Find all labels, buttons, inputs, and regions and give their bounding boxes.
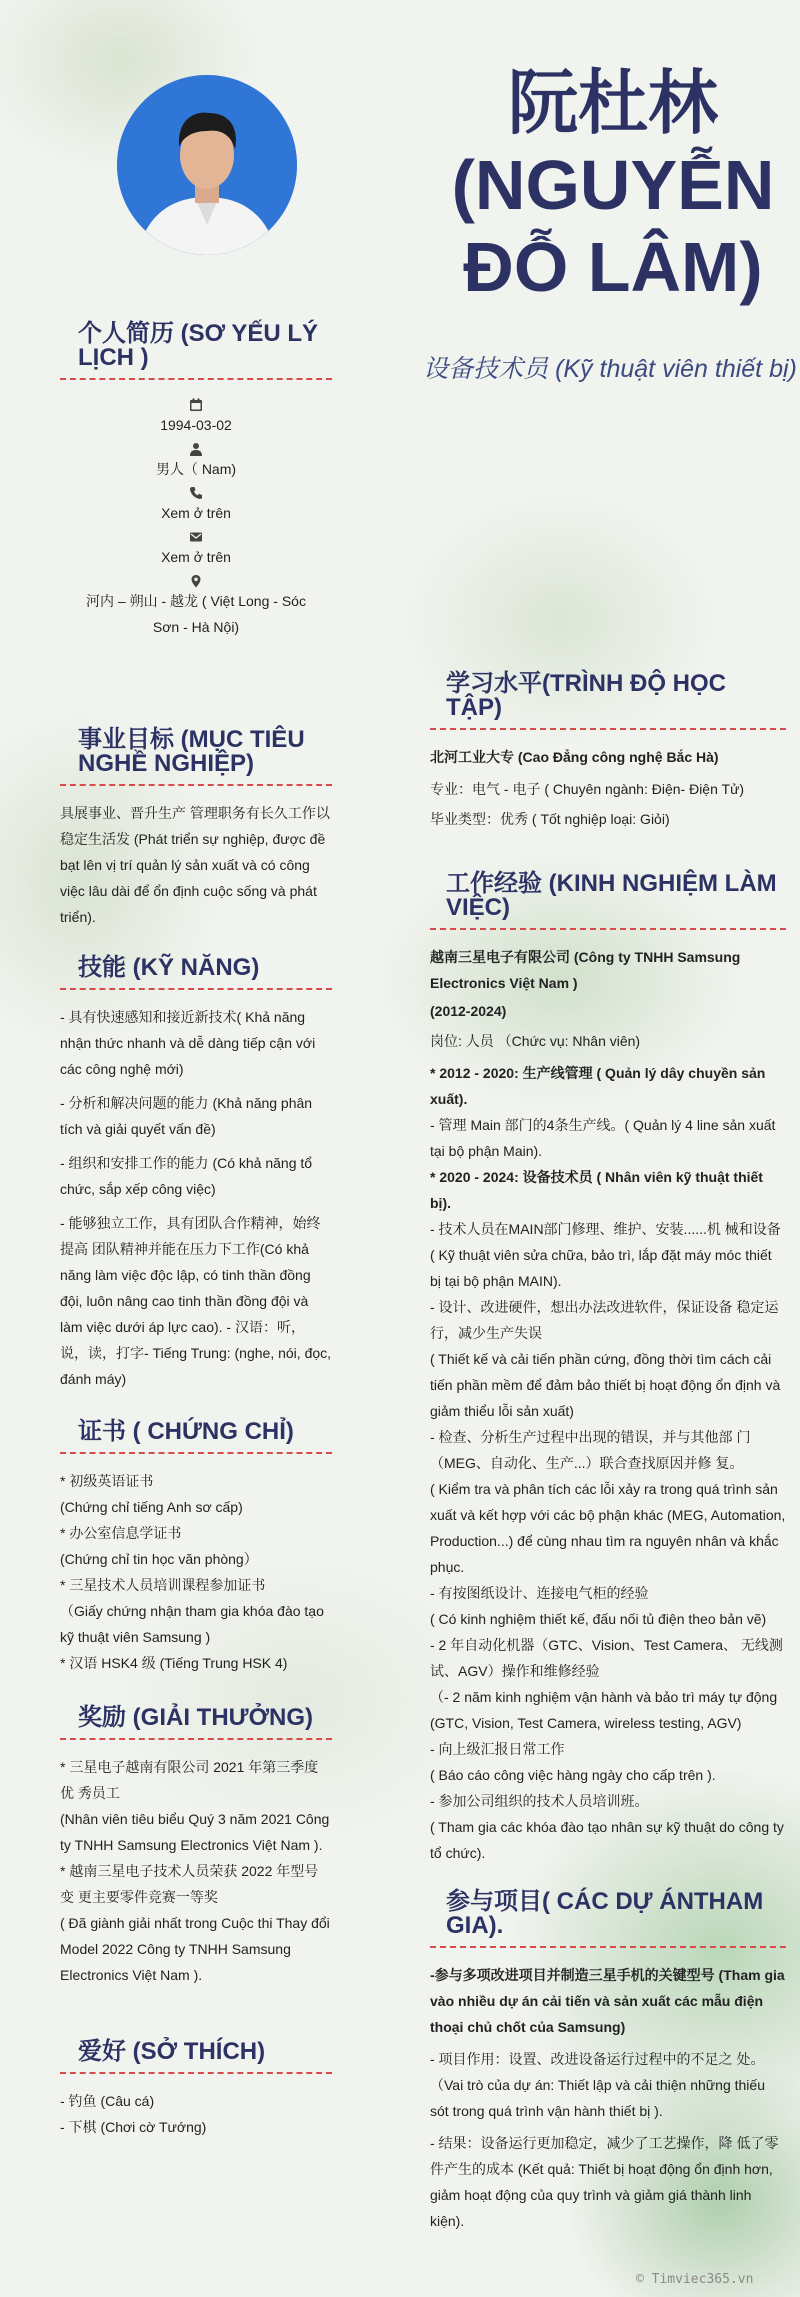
skill-item: - 能够独立工作，具有团队合作精神，始终提高 团队精神并能在压力下工作(Có khả năng làm việc độc lập, có tinh thần đồng đội, luôn nâng cao tinh thần đồng đội và làm việc dưới áp lực cao). - 汉语：听，说，读，打字- Tiếng Trung: (nghe, nói, đọc, đánh máy)	[60, 1215, 332, 1387]
profile-section	[60, 322, 332, 640]
education-section	[430, 672, 786, 832]
certificates-list	[60, 1468, 332, 1676]
gender-text: 男人（ Nam)	[155, 461, 237, 477]
profile-heading: 个人简历 (SƠ YẾU LÝ LỊCH )	[60, 322, 332, 380]
certificates-section	[60, 1420, 332, 1676]
position-text: 岗位: 人员 （Chức vụ: Nhân viên)	[430, 1033, 641, 1049]
hobby-item: - 下棋 (Chơi cờ Tướng)	[60, 2119, 207, 2135]
avatar	[117, 75, 297, 255]
gender-item	[60, 442, 332, 482]
award-item: * 三星电子越南有限公司 2021 年第三季度优 秀员工	[60, 1759, 319, 1801]
birthdate-item	[60, 398, 332, 438]
envelope-icon	[189, 530, 203, 544]
phone-item	[60, 486, 332, 526]
experience-item: - 参加公司组织的技术人员培训班。	[430, 1793, 649, 1809]
project-item: - 结果：设备运行更加稳定，减少了工艺操作，降 低了零件产生的成本 (Kết quả: Thiết bị hoạt động ổn định hơn, giảm hoạt động của quy trình và giảm giá thành linh kiện).	[430, 2135, 779, 2229]
experience-item: ( Tham gia các khóa đào tạo nhân sự kỹ thuật do công ty tổ chức).	[430, 1819, 784, 1861]
certificate-item: (Chứng chỉ tin học văn phòng）	[60, 1551, 258, 1567]
certificates-heading: 证书 ( CHỨNG CHỈ)	[60, 1420, 332, 1454]
certificate-item: (Chứng chỉ tiếng Anh sơ cấp)	[60, 1499, 243, 1515]
location-icon	[189, 574, 203, 588]
skill-item: - 组织和安排工作的能力 (Có khả năng tổ chức, sắp xếp công việc)	[60, 1155, 313, 1197]
awards-section	[60, 1706, 332, 1988]
projects-body	[430, 1962, 786, 2234]
major-text: 专业：电气 - 电子 ( Chuyên ngành: Điện- Điện Tử)	[430, 781, 745, 797]
skill-item: - 具有快速感知和接近新技术( Khả năng nhận thức nhanh và dễ dàng tiếp cận với các công nghệ mới)	[60, 1009, 316, 1077]
email-item	[60, 530, 332, 570]
objective-heading: 事业目标 (MỤC TIÊU NGHỀ NGHIỆP)	[60, 728, 332, 786]
experience-item: - 检查、分析生产过程中出现的错误，并与其他部 门（MEG、自动化、生产...）联合查找原因并修 复。	[430, 1429, 751, 1471]
role-title: * 2020 - 2024: 设备技术员 ( Nhân viên kỹ thuật thiết bị).	[430, 1169, 763, 1211]
skill-item: - 分析和解决问题的能力 (Khả năng phân tích và giải quyết vấn đề)	[60, 1095, 313, 1137]
awards-list	[60, 1754, 332, 1988]
projects-heading: 参与项目( CÁC DỰ ÁNTHAM GIA).	[430, 1890, 786, 1948]
awards-heading: 奖励 (GIẢI THƯỞNG)	[60, 1706, 332, 1740]
skills-section	[60, 956, 332, 1392]
education-body	[430, 744, 786, 832]
award-item: (Nhân viên tiêu biểu Quý 3 năm 2021 Công ty TNHH Samsung Electronics Việt Nam ).	[60, 1811, 330, 1853]
experience-item: - 有按图纸设计、连接电气柜的经验	[430, 1585, 649, 1601]
calendar-icon	[189, 398, 203, 412]
birthdate-text: 1994-03-02	[160, 417, 232, 433]
hobbies-list	[60, 2088, 332, 2140]
award-item: * 越南三星电子技术人员荣获 2022 年型号变 更主要零件竞赛一等奖	[60, 1863, 319, 1905]
award-item: ( Đã giành giải nhất trong Cuộc thi Thay đổi Model 2022 Công ty TNHH Samsung Electronics Việt Nam ).	[60, 1915, 330, 1983]
person-icon	[189, 442, 203, 456]
experience-item: （- 2 năm kinh nghiệm vận hành và bảo trì máy tự động (GTC, Vision, Test Camera, wireless testing, AGV)	[430, 1689, 778, 1731]
hobbies-section	[60, 2040, 332, 2140]
email-text: Xem ở trên	[161, 549, 231, 565]
candidate-name: 阮杜林 (NGUYỄN ĐỖ LÂM)	[451, 64, 775, 306]
skills-heading: 技能 (KỸ NĂNG)	[60, 956, 332, 990]
experience-item: - 设计、改进硬件，想出办法改进软件，保证设备 稳定运行，减少生产失误	[430, 1299, 779, 1341]
skills-list	[60, 1004, 332, 1392]
experience-item: ( Kiểm tra và phân tích các lỗi xảy ra trong quá trình sản xuất và kết hợp với các bộ phận khác (MEG, Automation, Production...) để cùng nhau tìm ra nguyên nhân và khắc phục.	[430, 1481, 786, 1575]
job-title: 设备技术员 (Kỹ thuật viên thiết bị)	[423, 355, 797, 383]
project-item: - 项目作用：设置、改进设备运行过程中的不足之 处。（Vai trò của dự án: Thiết lập và cải thiện những thiếu sót trong quá trình vận hành thiết bị ).	[430, 2051, 765, 2119]
watermark: © Timviec365.vn	[636, 2272, 754, 2287]
company-name: 越南三星电子有限公司 (Công ty TNHH Samsung Electronics Việt Nam )	[430, 949, 741, 991]
certificate-item: * 办公室信息学证书	[60, 1525, 182, 1541]
objective-text: 具展事业、晋升生产 管理职务有长久工作以稳定生活发 (Phát triển sự nghiệp, được đề bạt lên vị trí quản lý sản xuất và có công việc lâu dài để ổn định cuộc sống và phát triển).	[60, 805, 330, 925]
school-name: 北河工业大专 (Cao Đẳng công nghệ Bắc Hà)	[430, 749, 719, 765]
project-title: -参与多项改进项目并制造三星手机的关键型号 (Tham gia vào nhiều dự án cải tiến và sản xuất các mẫu điện thoại chủ chốt của Samsung)	[430, 1967, 785, 2035]
address-item	[60, 574, 332, 640]
certificate-item: * 汉语 HSK4 级 (Tiếng Trung HSK 4)	[60, 1655, 288, 1671]
experience-section	[430, 872, 786, 1866]
profile-list	[60, 398, 332, 640]
role-title: * 2012 - 2020: 生产线管理 ( Quản lý dây chuyền sản xuất).	[430, 1065, 766, 1107]
experience-item: ( Thiết kế và cải tiến phần cứng, đồng thời tìm cách cải tiến phần mềm để đảm bảo thiết bị hoạt động ổn định và giảm thiểu lỗi sản xuất)	[430, 1351, 781, 1419]
certificate-item: （Giấy chứng nhận tham gia khóa đào tạo kỹ thuật viên Samsung )	[60, 1603, 324, 1645]
address-text: 河内 – 朔山 - 越龙 ( Việt Long - Sóc Sơn - Hà Nội)	[86, 593, 306, 635]
projects-section	[430, 1890, 786, 2234]
experience-item: ( Báo cáo công việc hàng ngày cho cấp trên ).	[430, 1767, 716, 1783]
experience-item: - 2 年自动化机器（GTC、Vision、Test Camera、 无线测试、AGV）操作和维修经验	[430, 1637, 783, 1679]
experience-heading: 工作经验 (KINH NGHIỆM LÀM VIỆC)	[430, 872, 786, 930]
hobby-item: - 钓鱼 (Câu cá)	[60, 2093, 155, 2109]
objective-section	[60, 728, 332, 930]
experience-item: - 向上级汇报日常工作	[430, 1741, 565, 1757]
certificate-item: * 初级英语证书	[60, 1473, 154, 1489]
experience-item: - 技术人员在MAIN部门修理、维护、安装......机 械和设备 ( Kỹ thuật viên sửa chữa, bảo trì, lắp đặt máy móc thiết bị tại bộ phận MAIN).	[430, 1221, 781, 1289]
experience-body	[430, 944, 786, 1866]
grade-text: 毕业类型：优秀 ( Tốt nghiệp loại: Giỏi)	[430, 811, 670, 827]
hobbies-heading: 爱好 (SỞ THÍCH)	[60, 2040, 332, 2074]
phone-icon	[189, 486, 203, 500]
role-description: - 管理 Main 部门的4条生产线。( Quản lý 4 line sản xuất tại bộ phận Main).	[430, 1117, 776, 1159]
work-period: (2012-2024)	[430, 1003, 507, 1019]
certificate-item: * 三星技术人员培训课程参加证书	[60, 1577, 266, 1593]
education-heading: 学习水平(TRÌNH ĐỘ HỌC TẬP)	[430, 672, 786, 730]
phone-text: Xem ở trên	[161, 505, 231, 521]
experience-item: ( Có kinh nghiệm thiết kế, đấu nối tủ điện theo bản vẽ)	[430, 1611, 767, 1627]
